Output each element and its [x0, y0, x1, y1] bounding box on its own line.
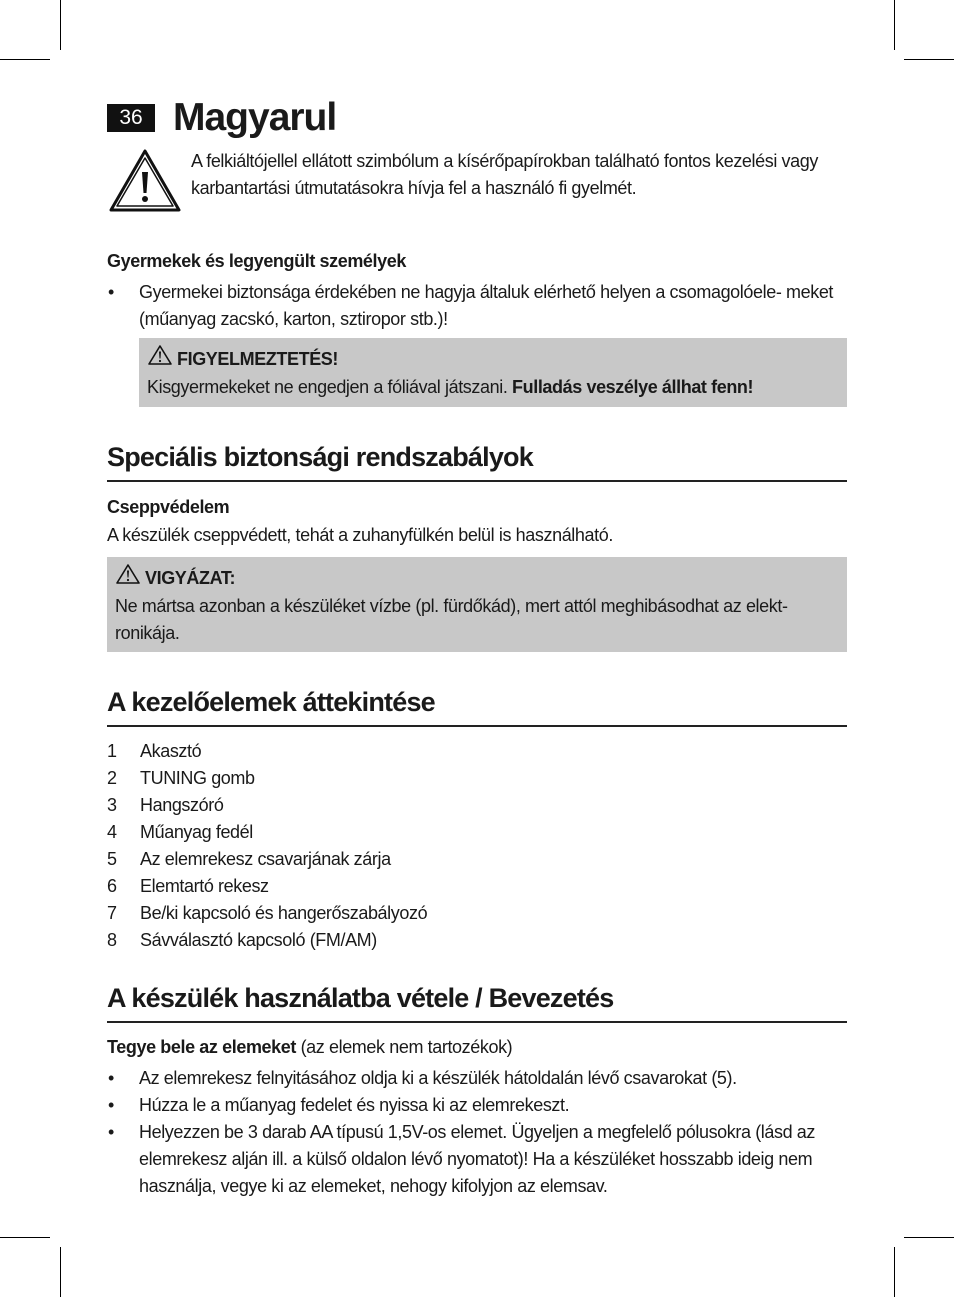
controls-list-block [107, 738, 847, 954]
intro-text: A felkiáltójellel ellátott szimbólum a kísérőpapírokban található fontos kezelési vagy karbantartási útmutatásokra hívja fel a használó fi gyelmét. [191, 151, 818, 198]
list-item [107, 279, 847, 333]
bullet-text: Az elemrekesz felnyitásához oldja ki a készülék hátoldalán lévő csavarokat (5). [139, 1068, 737, 1088]
bullet-marker: • [108, 1122, 114, 1142]
item-label: Elemtartó rekesz [140, 876, 269, 896]
crop-mark-bottom-right-vertical [894, 1247, 895, 1297]
bullet-marker: • [108, 1068, 114, 1088]
item-number: 4 [107, 822, 117, 842]
children-section [107, 248, 847, 333]
children-heading: Gyermekek és legyengült személyek [107, 251, 406, 271]
list-item [107, 819, 847, 846]
list-item [107, 1065, 847, 1092]
page-number: 36 [107, 104, 155, 132]
crop-mark-top-left-horizontal [0, 59, 50, 60]
caution-small-icon [115, 563, 141, 593]
item-number: 1 [107, 741, 117, 761]
crop-mark-top-left-vertical [60, 0, 61, 50]
list-item [107, 738, 847, 765]
item-label: Hangszóró [140, 795, 224, 815]
item-label: Az elemrekesz csavarjának zárja [140, 849, 391, 869]
item-number: 7 [107, 903, 117, 923]
warning-title: FIGYELMEZTETÉS! [177, 348, 339, 369]
children-bullet-list [107, 279, 847, 333]
warning-triangle-icon [108, 148, 182, 214]
bullet-text: Helyezzen be 3 darab AA típusú 1,5V-os elemet. Ügyeljen a megfelelő pólusokra (lásd az elemrekesz alján ill. a külső oldalon lévő nyomatot)! Ha a készüléket hosszabb ideig nem használja, vegye ki az elemeket, nehogy kifolyjon az elemsav. [139, 1122, 816, 1196]
controls-list [107, 738, 847, 954]
warning-text: Kisgyermekeket ne engedjen a fóliával játszani. [147, 377, 513, 397]
page-title: Magyarul [173, 96, 337, 139]
warning-emphasis: Fulladás veszélye állhat fenn! [512, 377, 754, 397]
bullet-marker: • [108, 1095, 114, 1115]
crop-mark-bottom-left-horizontal [0, 1237, 50, 1238]
list-item [107, 873, 847, 900]
item-number: 2 [107, 768, 117, 788]
item-number: 8 [107, 930, 117, 950]
drip-protection-block [107, 494, 847, 549]
caution-title: VIGYÁZAT: [145, 567, 236, 588]
item-number: 5 [107, 849, 117, 869]
crop-mark-bottom-right-horizontal [904, 1237, 954, 1238]
startup-bullet-list [107, 1065, 847, 1200]
list-item [107, 1092, 847, 1119]
list-item [107, 927, 847, 954]
list-item [107, 765, 847, 792]
section-heading-special-safety: Speciális biztonsági rendszabályok [107, 438, 847, 482]
batteries-subheading-note: (az elemek nem tartozékok) [295, 1037, 513, 1057]
item-label: Műanyag fedél [140, 822, 253, 842]
caution-text: Ne mártsa azonban a készüléket vízbe (pl. fürdőkád), mert attól meghibásodhat az elekt- ronikája. [115, 596, 788, 643]
list-item [107, 792, 847, 819]
list-item [107, 900, 847, 927]
startup-block [107, 1034, 847, 1200]
bullet-text: Gyermekei biztonsága érdekében ne hagyja általuk elérhető helyen a csomagolóele- meket (műanyag zacskó, karton, sztiropor stb.)! [139, 282, 834, 329]
bullet-marker: • [108, 282, 114, 302]
bullet-text: Húzza le a műanyag fedelet és nyissa ki az elemrekeszt. [139, 1095, 570, 1115]
drip-protection-subheading: Cseppvédelem [107, 497, 230, 517]
warning-box [139, 338, 847, 407]
item-number: 3 [107, 795, 117, 815]
section-heading-startup: A készülék használatba vétele / Bevezetés [107, 979, 847, 1023]
caution-header [115, 563, 839, 593]
item-number: 6 [107, 876, 117, 896]
caution-box [107, 557, 847, 652]
item-label: Be/ki kapcsoló és hangerőszabályozó [140, 903, 428, 923]
crop-mark-top-right-horizontal [904, 59, 954, 60]
section-heading-controls: A kezelőelemek áttekintése [107, 683, 847, 727]
item-label: Akasztó [140, 741, 202, 761]
crop-mark-bottom-left-vertical [60, 1247, 61, 1297]
item-label: Sávválasztó kapcsoló (FM/AM) [140, 930, 377, 950]
crop-mark-top-right-vertical [894, 0, 895, 50]
batteries-subheading [107, 1034, 847, 1061]
warning-small-icon [147, 344, 173, 374]
drip-protection-text: A készülék cseppvédett, tehát a zuhanyfülkén belül is használható. [107, 525, 613, 545]
list-item [107, 1119, 847, 1200]
batteries-subheading-bold: Tegye bele az elemeket [107, 1037, 296, 1057]
item-label: TUNING gomb [140, 768, 255, 788]
warning-header [147, 344, 839, 374]
list-item [107, 846, 847, 873]
warning-body [147, 374, 839, 401]
